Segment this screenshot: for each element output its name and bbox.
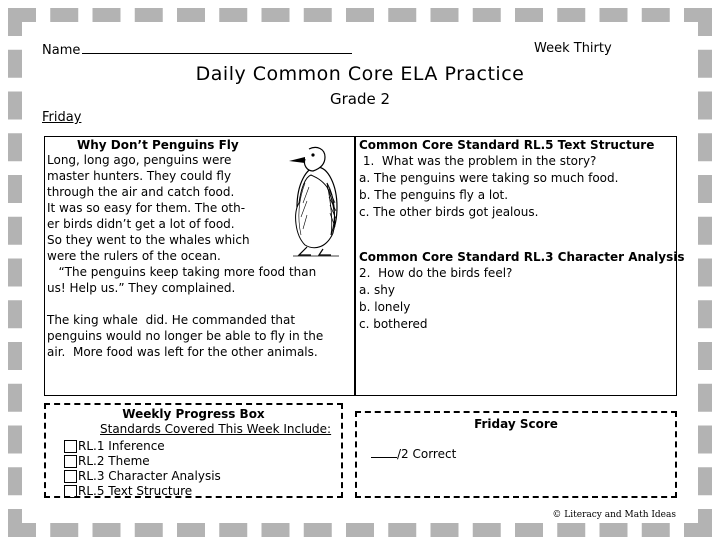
story-line: master hunters. They could fly: [47, 169, 232, 183]
name-field[interactable]: [42, 41, 352, 58]
answer-option[interactable]: c. The other birds got jealous.: [359, 205, 539, 219]
story-line: So they went to the whales which: [47, 233, 250, 247]
checklist-label: RL.1 Inference: [78, 439, 165, 453]
checkbox[interactable]: [64, 470, 77, 483]
question-1: 1. What was the problem in the story?: [359, 154, 597, 168]
day-label: Friday: [42, 110, 82, 125]
answer-option[interactable]: a. The penguins were taking so much food.: [359, 171, 619, 185]
score-title: Friday Score: [474, 417, 558, 431]
questions-box: [355, 136, 685, 396]
progress-subtitle: Standards Covered This Week Include:: [100, 422, 332, 436]
question-2: 2. How do the birds feel?: [359, 266, 513, 280]
story-line: penguins would no longer be able to fly in the: [47, 329, 324, 343]
story-box: [44, 136, 355, 396]
page-title: Daily Common Core ELA Practice: [195, 63, 525, 85]
worksheet: [22, 22, 698, 523]
standard-rl3-heading: Common Core Standard RL.3 Character Analysis: [359, 250, 685, 264]
standard-checklist-item[interactable]: [64, 454, 150, 468]
answer-option[interactable]: b. The penguins fly a lot.: [359, 188, 509, 202]
answer-option[interactable]: c. bothered: [359, 317, 428, 331]
story-line: us! Help us.” They complained.: [47, 281, 236, 295]
penguin-illustration: [285, 143, 345, 259]
story-line: er birds didn’t get a lot of food.: [47, 217, 235, 231]
story-title: Why Don’t Penguins Fly: [77, 138, 239, 152]
story-line: through the air and catch food.: [47, 185, 235, 199]
score-text: /2 Correct: [397, 447, 457, 461]
standard-checklist-item[interactable]: [64, 469, 221, 483]
standard-checklist-item[interactable]: [64, 439, 165, 453]
checklist-label: RL.3 Character Analysis: [78, 469, 221, 483]
standard-rl5-heading: Common Core Standard RL.5 Text Structure: [359, 138, 655, 152]
score-blank[interactable]: [371, 447, 397, 458]
checkbox[interactable]: [64, 440, 77, 453]
copyright: © Literacy and Math Ideas: [552, 510, 676, 520]
checklist-label: RL.2 Theme: [78, 454, 150, 468]
standard-checklist-item[interactable]: [64, 484, 192, 498]
story-line: It was so easy for them. The oth-: [47, 201, 246, 215]
week-label: Week Thirty: [534, 41, 612, 56]
weekly-progress-box: [44, 403, 343, 498]
name-line[interactable]: [82, 41, 352, 54]
story-line: were the rulers of the ocean.: [47, 249, 221, 263]
checkbox[interactable]: [64, 455, 77, 468]
story-line: air. More food was left for the other animals.: [47, 345, 318, 359]
checklist-label: RL.5 Text Structure: [78, 484, 193, 498]
story-line: Long, long ago, penguins were: [47, 153, 232, 167]
score-line: [371, 447, 456, 461]
progress-title: Weekly Progress Box: [122, 407, 265, 421]
answer-option[interactable]: b. lonely: [359, 300, 411, 314]
name-label: Name: [42, 43, 81, 58]
friday-score-box: [355, 411, 677, 498]
story-line: The king whale did. He commanded that: [47, 313, 296, 327]
checkbox[interactable]: [64, 485, 77, 498]
answer-option[interactable]: a. shy: [359, 283, 395, 297]
grade-label: Grade 2: [329, 90, 391, 108]
story-line: “The penguins keep taking more food than: [47, 265, 317, 279]
